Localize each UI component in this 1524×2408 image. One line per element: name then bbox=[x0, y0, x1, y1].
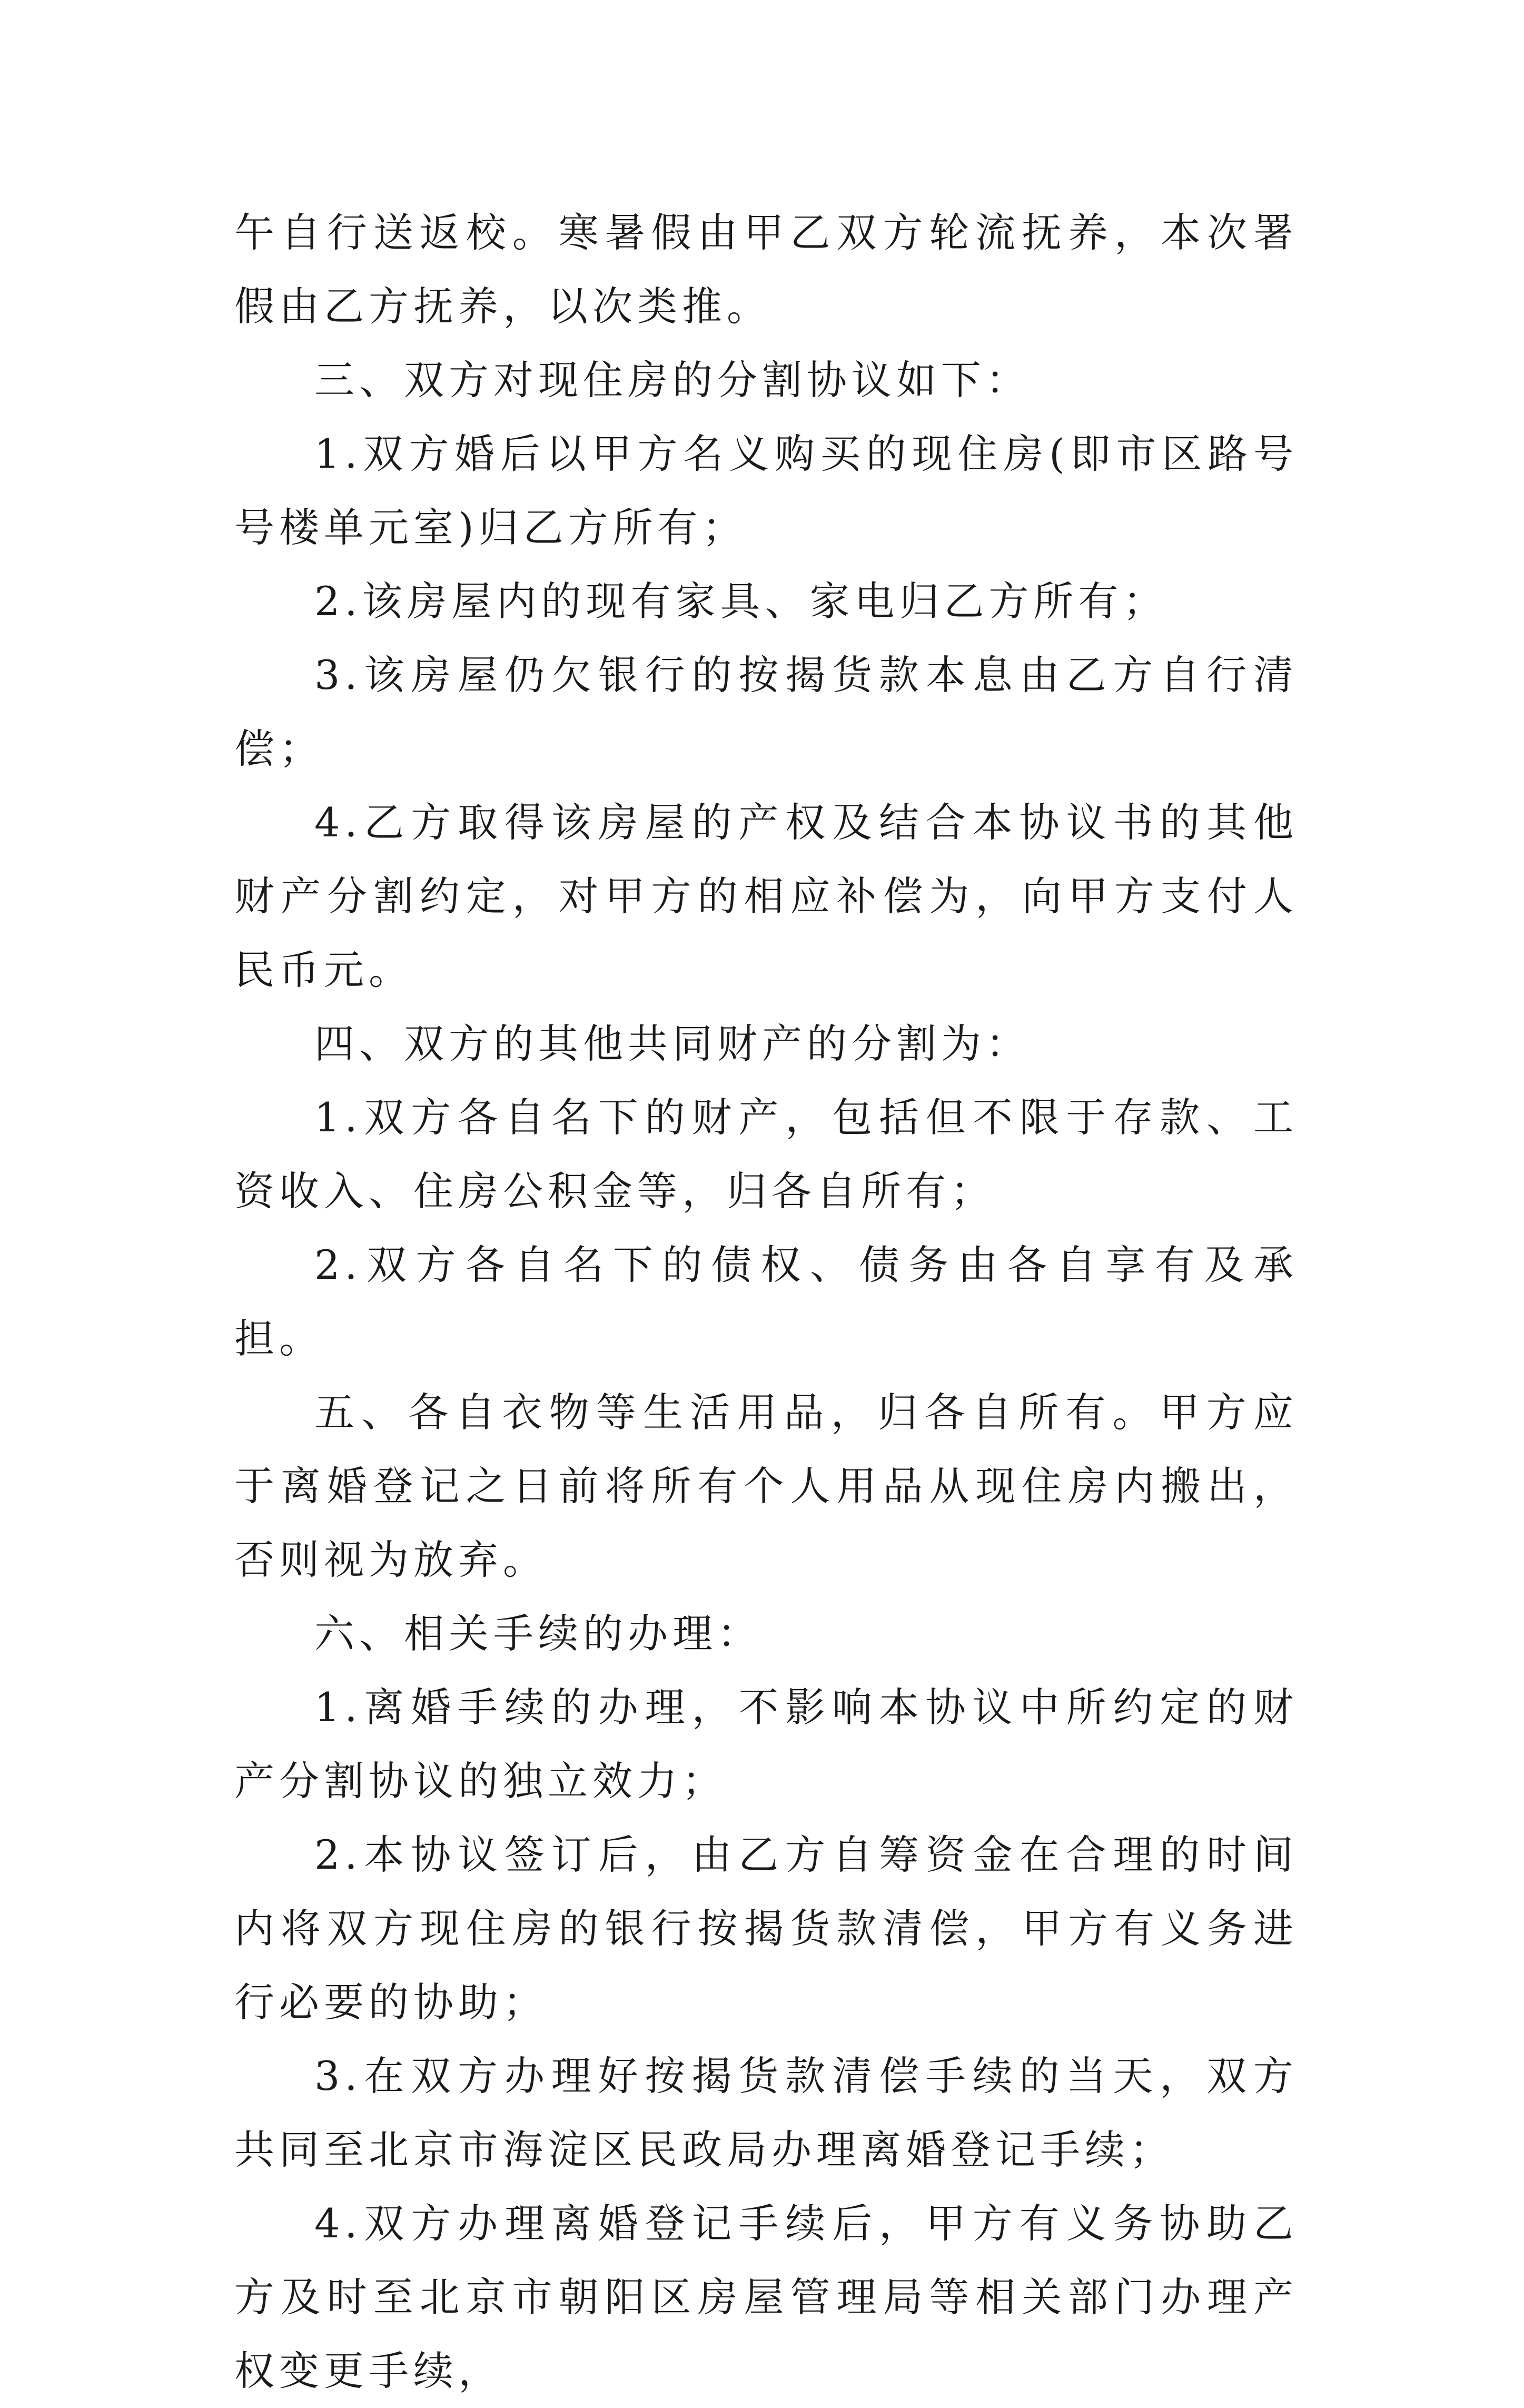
paragraph: 4.乙方取得该房屋的产权及结合本协议书的其他财产分割约定，对甲方的相应补偿为，向甲方支付人民币元。 bbox=[234, 799, 1298, 993]
paragraph: 1.双方各自名下的财产，包括但不限于存款、工资收入、住房公积金等，归各自所有； bbox=[234, 1094, 1298, 1215]
section-heading-5: 五、各自衣物等生活用品，归各自所有。甲方应于离婚登记之日前将所有个人用品从现住房内搬出，否则视为放弃。 bbox=[234, 1389, 1298, 1583]
paragraph: 2.本协议签订后，由乙方自筹资金在合理的时间内将双方现住房的银行按揭货款清偿，甲方有义务进行必要的协助； bbox=[234, 1831, 1298, 2026]
section-heading-4: 四、双方的其他共同财产的分割为： bbox=[314, 1020, 1031, 1067]
paragraph: 4.双方办理离婚登记手续后，甲方有义务协助乙方及时至北京市朝阳区房屋管理局等相关部门办理产权变更手续， bbox=[234, 2200, 1298, 2394]
paragraph: 2.双方各自名下的债权、债务由各自享有及承担。 bbox=[234, 1241, 1298, 1362]
paragraph: 2.该房屋内的现有家具、家电归乙方所有； bbox=[314, 578, 1168, 625]
paragraph: 1.双方婚后以甲方名义购买的现住房(即市区路号号楼单元室)归乙方所有； bbox=[234, 430, 1298, 551]
paragraph: 午自行送返校。寒暑假由甲乙双方轮流抚养，本次署假由乙方抚养，以次类推。 bbox=[234, 209, 1298, 330]
document-body bbox=[234, 196, 1298, 2408]
paragraph: 3.在双方办理好按揭货款清偿手续的当天，双方共同至北京市海淀区民政局办理离婚登记手续； bbox=[234, 2052, 1298, 2173]
section-heading-3: 三、双方对现住房的分割协议如下： bbox=[314, 357, 1031, 403]
section-heading-6: 六、相关手续的办理： bbox=[314, 1610, 762, 1657]
paragraph: 1.离婚手续的办理，不影响本协议中所约定的财产分割协议的独立效力； bbox=[234, 1684, 1298, 1804]
paragraph: 3.该房屋仍欠银行的按揭货款本息由乙方自行清偿； bbox=[234, 652, 1298, 772]
